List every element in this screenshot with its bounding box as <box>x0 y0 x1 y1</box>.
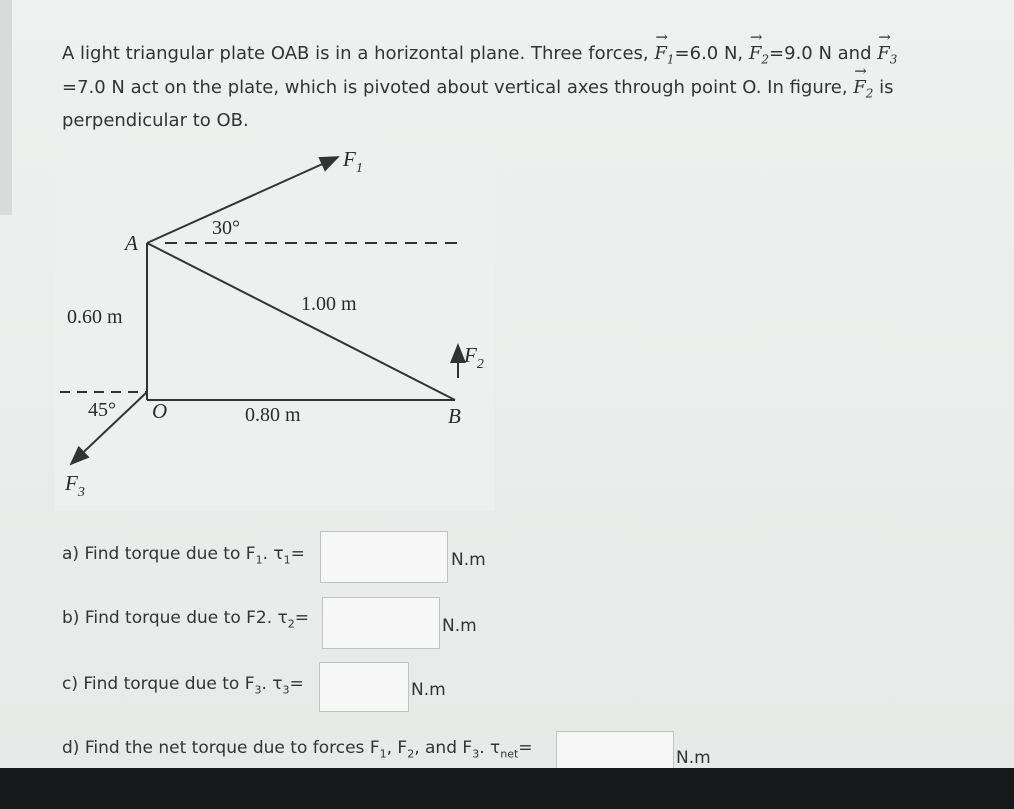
unit-c: N.m <box>411 680 446 700</box>
label-f3: $F_3$ <box>65 471 85 500</box>
vector-f2: → $F_2$ <box>749 40 769 74</box>
angle-label-30: 30° <box>212 217 240 239</box>
question-c: c) Find torque due to $F_3$. $\tau_3=$ <box>62 674 304 697</box>
angle-label-45: 45° <box>88 399 116 421</box>
answer-input-a[interactable] <box>320 531 448 583</box>
label-f2: $F_2$ <box>464 343 484 372</box>
vector-f3: → $F_3$ <box>877 40 897 74</box>
unit-b: N.m <box>442 616 477 636</box>
unit-d: N.m <box>676 748 711 768</box>
problem-line-2: =7.0 N act on the plate, which is pivoted about vertical axes through point O. In figure, → $F_2$ is <box>62 74 942 108</box>
label-o: O <box>152 399 168 423</box>
unit-a: N.m <box>451 550 486 570</box>
label-f1: $F_1$ <box>343 147 363 176</box>
question-d: d) Find the net torque due to forces $F_1$, $F_2$, and $F_3$. $\tau_{net}=$ <box>62 738 533 761</box>
taskbar <box>0 768 1014 809</box>
problem-statement <box>62 40 942 135</box>
question-a: a) Find torque due to $F_1$. $\tau_1=$ <box>62 544 305 567</box>
answer-input-b[interactable] <box>322 597 440 649</box>
question-b: b) Find torque due to F2. $\tau_2=$ <box>62 608 310 631</box>
label-b: B <box>448 404 461 428</box>
label-a: A <box>125 231 138 255</box>
problem-line-3: perpendicular to OB. <box>62 110 249 132</box>
length-ab: 1.00 m <box>301 293 357 315</box>
window-edge <box>0 0 12 215</box>
length-oa: 0.60 m <box>67 306 123 328</box>
triangle-figure <box>55 140 495 510</box>
length-ob: 0.80 m <box>245 404 301 426</box>
problem-line-1: A light triangular plate OAB is in a horizontal plane. Three forces, → $F_1=6.0$ N, → $F_2=9.0$ N and → $F_3$ <box>62 40 942 74</box>
answer-input-d[interactable] <box>556 731 674 771</box>
answer-input-c[interactable] <box>319 662 409 712</box>
vector-f2-ref: → $F_2$ <box>853 74 873 108</box>
vector-f1: → $F_1$ <box>654 40 674 74</box>
